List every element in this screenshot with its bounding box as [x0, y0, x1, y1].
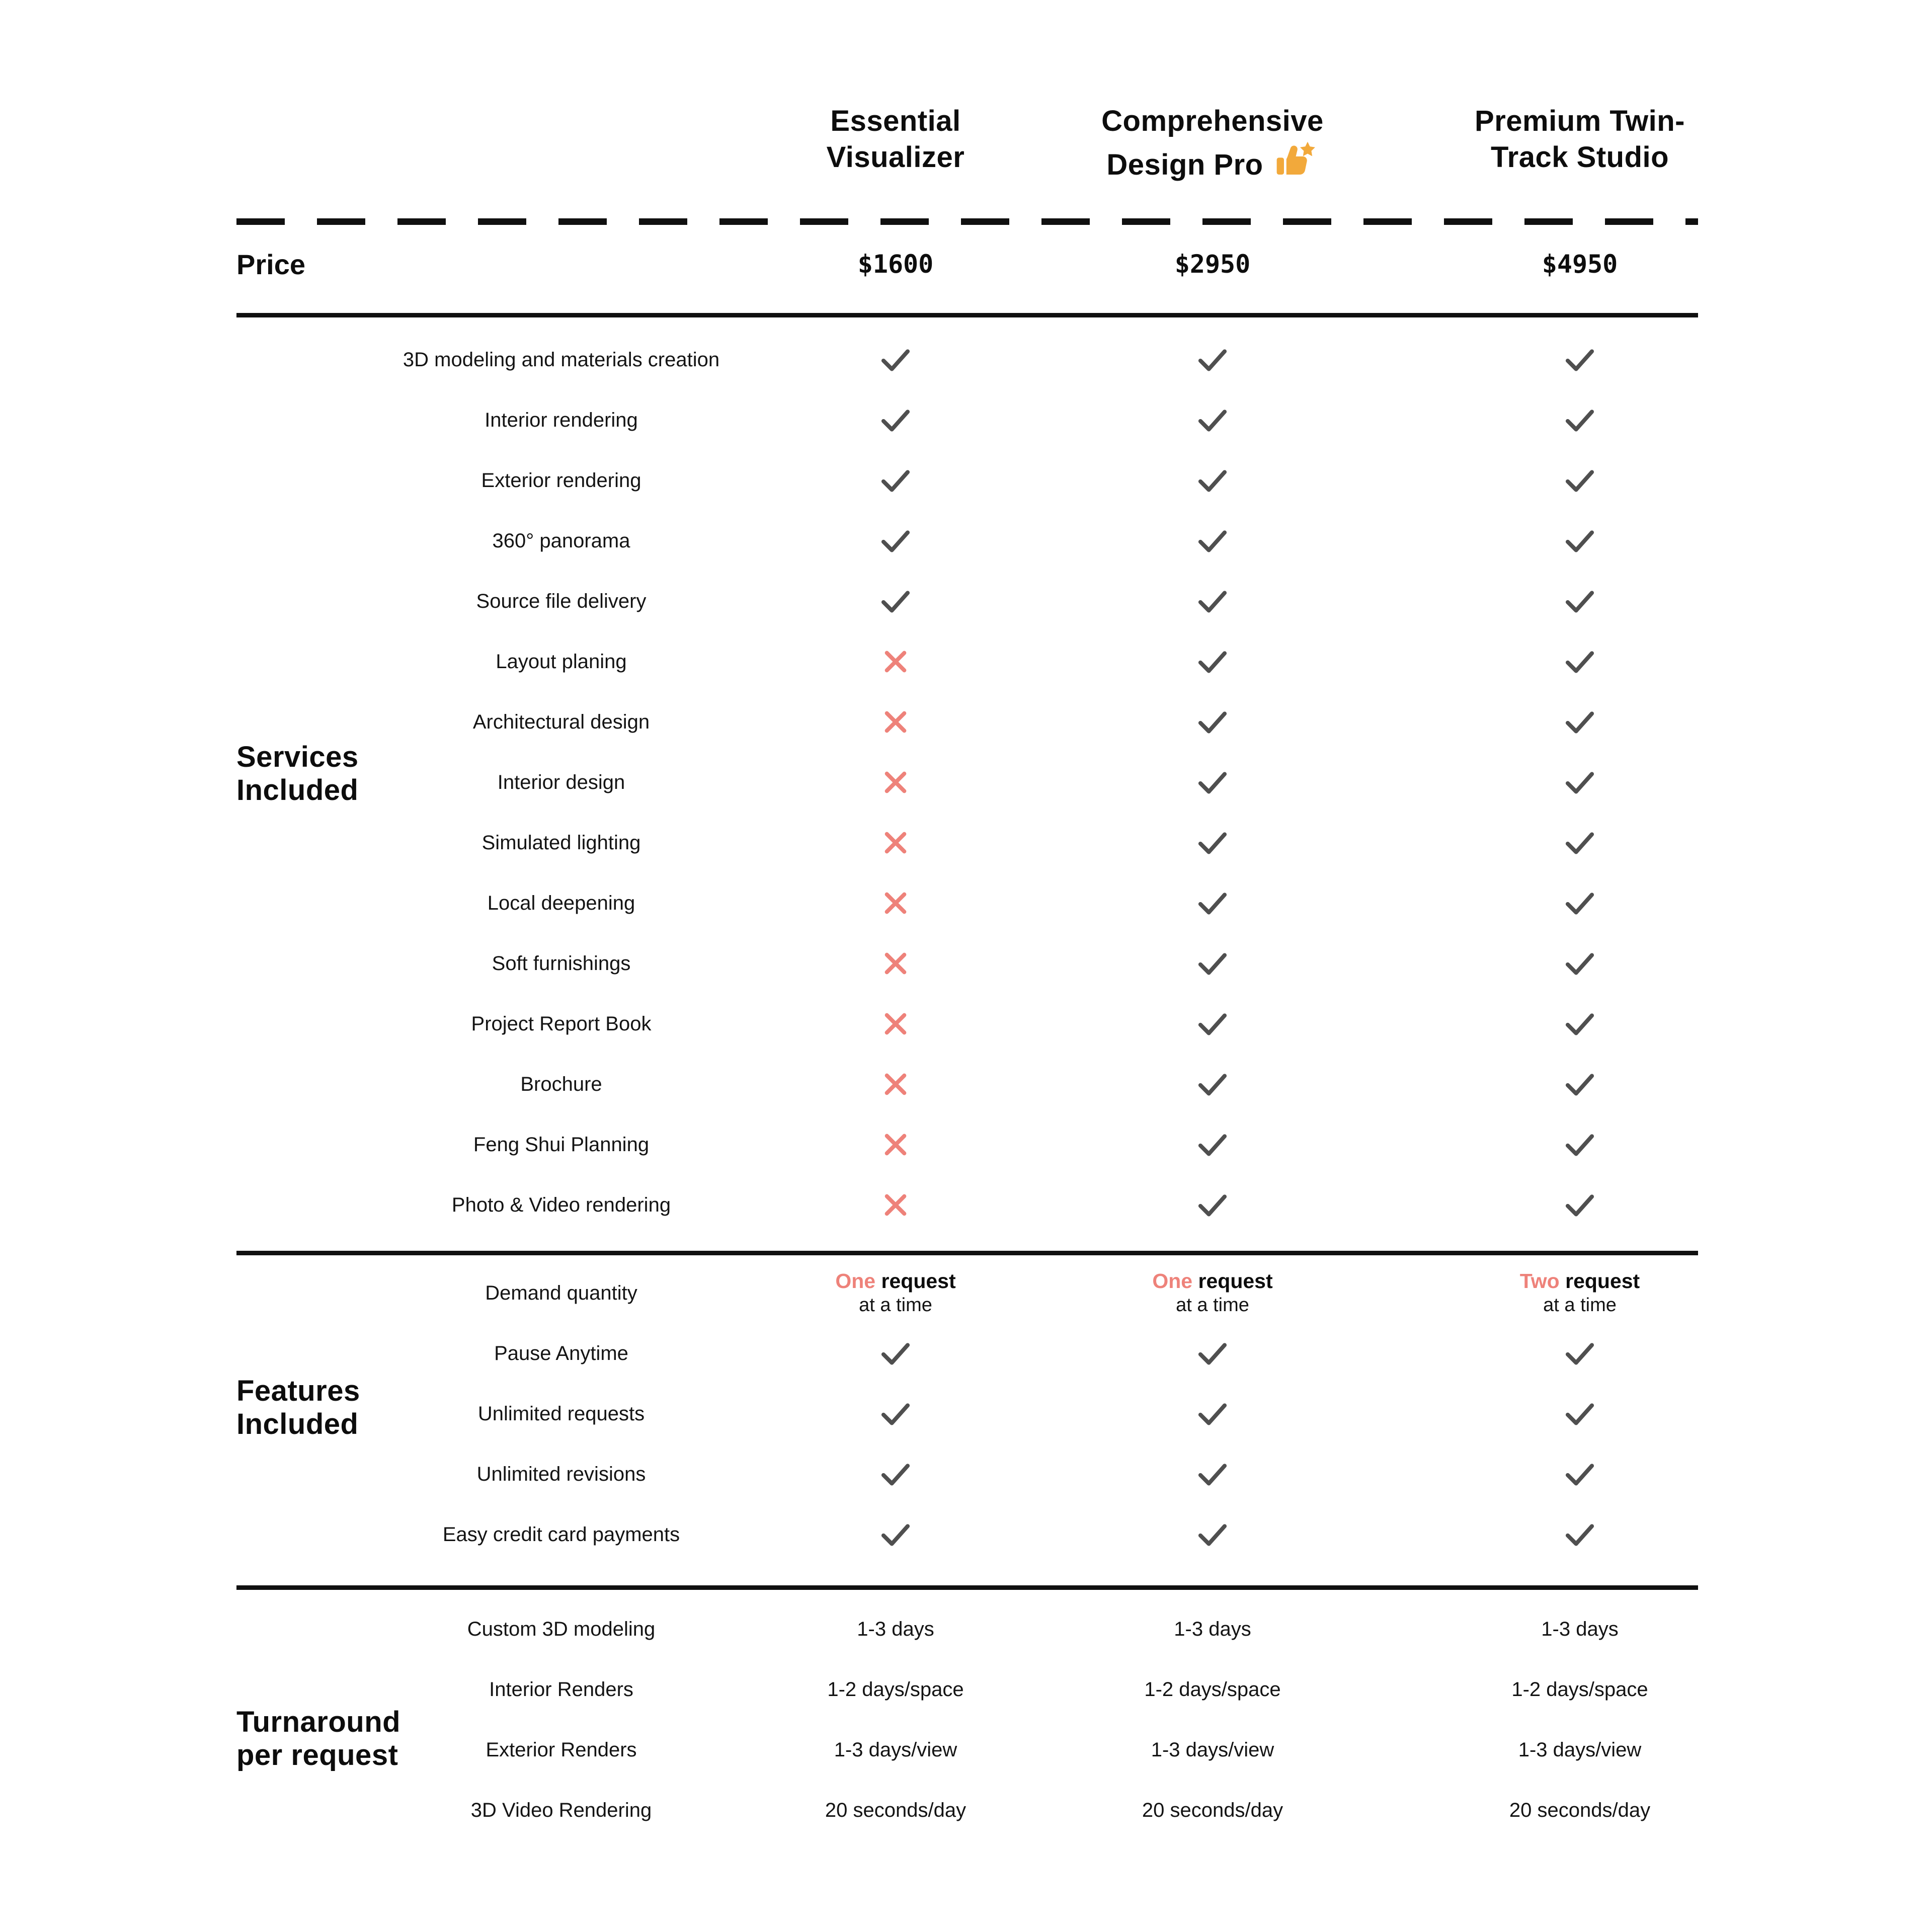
status-icon [782, 522, 1009, 559]
turnaround-label: Custom 3D modeling [467, 1618, 656, 1640]
status-icon [782, 1068, 1009, 1100]
status-icon [1009, 824, 1416, 861]
plan-title-line: Premium Twin- [1475, 105, 1685, 137]
status-icon [1009, 522, 1416, 559]
demand-quantity-value [782, 1269, 1009, 1317]
turnaround-label: 3D Video Rendering [470, 1799, 652, 1821]
status-icon [1416, 341, 1743, 378]
status-icon [782, 583, 1009, 620]
status-icon [1009, 1335, 1416, 1372]
status-icon [1009, 583, 1416, 620]
turnaround-value: 1-3 days/view [1151, 1738, 1274, 1761]
status-icon [1416, 1335, 1743, 1372]
turnaround-value: 1-2 days/space [1511, 1678, 1648, 1701]
status-icon [1416, 945, 1743, 982]
table-row [0, 450, 1932, 511]
thumbs-up-star-icon [1272, 139, 1319, 186]
plan-title-premium-twin-track-studio [1416, 103, 1743, 186]
service-label: 3D modeling and materials creation [403, 348, 720, 371]
service-label: Feng Shui Planning [473, 1133, 650, 1156]
turnaround-value: 1-2 days/space [1144, 1678, 1281, 1701]
price-row-label: Price [236, 248, 305, 280]
table-row [0, 933, 1932, 994]
features-rows [0, 1263, 1932, 1565]
services-rows [0, 330, 1932, 1235]
status-icon [1416, 401, 1743, 439]
status-icon [782, 1189, 1009, 1221]
quantity-highlight: One [835, 1269, 876, 1293]
plan-title-line [1009, 139, 1416, 186]
section-label-line: Included [236, 1408, 359, 1440]
table-row [0, 1720, 1932, 1780]
status-icon [1416, 1066, 1743, 1103]
status-icon [1416, 583, 1743, 620]
status-icon [782, 1395, 1009, 1432]
turnaround-value: 20 seconds/day [825, 1799, 967, 1821]
turnaround-value: 1-3 days [1174, 1618, 1251, 1640]
status-icon [1416, 1516, 1743, 1553]
service-label: Local deepening [487, 892, 635, 914]
status-icon [1009, 462, 1416, 499]
status-icon [782, 766, 1009, 798]
service-label: Architectural design [472, 710, 650, 733]
table-row [0, 1444, 1932, 1504]
status-icon [782, 706, 1009, 738]
turnaround-value: 1-3 days [1541, 1618, 1619, 1640]
feature-label: Unlimited revisions [476, 1463, 646, 1485]
status-icon [782, 1129, 1009, 1161]
plan-title-line: Visualizer [826, 141, 965, 174]
status-icon [782, 462, 1009, 499]
status-icon [1416, 462, 1743, 499]
turnaround-value: 20 seconds/day [1509, 1799, 1651, 1821]
table-row [0, 692, 1932, 752]
status-icon [1009, 1186, 1416, 1224]
turnaround-label: Interior Renders [489, 1678, 633, 1701]
status-icon [1416, 1186, 1743, 1224]
plan-title-essential-visualizer [782, 103, 1009, 186]
status-icon [782, 646, 1009, 678]
quantity-noun: request [881, 1269, 956, 1293]
service-label: Soft furnishings [492, 952, 631, 975]
section-label-line: Included [236, 774, 359, 807]
feature-label: Pause Anytime [494, 1342, 628, 1364]
table-row [0, 813, 1932, 873]
status-icon [1416, 824, 1743, 861]
quantity-noun: request [1198, 1269, 1273, 1293]
status-icon [782, 947, 1009, 980]
status-icon [782, 827, 1009, 859]
service-label: Simulated lighting [481, 831, 641, 854]
turnaround-rows [0, 1599, 1932, 1840]
turnaround-label: Exterior Renders [486, 1738, 637, 1761]
plan-title-line: Essential [830, 105, 961, 137]
section-divider [236, 313, 1698, 317]
status-icon [1416, 643, 1743, 680]
turnaround-value: 20 seconds/day [1142, 1799, 1283, 1821]
service-label: Brochure [520, 1073, 602, 1095]
table-row [0, 1504, 1932, 1565]
table-row [0, 994, 1932, 1054]
section-label-line: Features [236, 1375, 360, 1407]
table-row [0, 1054, 1932, 1114]
status-icon [782, 341, 1009, 378]
service-label: Source file delivery [476, 590, 647, 612]
status-icon [1416, 1126, 1743, 1163]
service-label: Interior rendering [485, 409, 638, 431]
feature-label: Unlimited requests [477, 1402, 645, 1425]
price-value: $4950 [1542, 250, 1618, 279]
status-icon [1416, 522, 1743, 559]
section-label-line: per request [236, 1739, 398, 1772]
table-row [0, 1780, 1932, 1840]
feature-label: Demand quantity [485, 1281, 637, 1304]
table-row [0, 511, 1932, 571]
plan-title-line: Track Studio [1490, 141, 1669, 174]
quantity-highlight: Two [1519, 1269, 1560, 1293]
quantity-highlight: One [1152, 1269, 1193, 1293]
turnaround-value: 1-3 days [857, 1618, 934, 1640]
table-row [0, 1175, 1932, 1235]
demand-quantity-value [1416, 1269, 1743, 1317]
plan-title-comprehensive-design-pro [1009, 103, 1416, 186]
table-row [0, 1263, 1932, 1323]
status-icon [782, 1335, 1009, 1372]
status-icon [1009, 1516, 1416, 1553]
status-icon [1416, 703, 1743, 741]
quantity-sub: at a time [859, 1295, 932, 1316]
table-row [0, 1323, 1932, 1384]
turnaround-value: 1-3 days/view [834, 1738, 957, 1761]
service-label: Photo & Video rendering [451, 1193, 671, 1216]
status-icon [1009, 1126, 1416, 1163]
service-label: Exterior rendering [481, 469, 641, 492]
service-label: Layout planing [496, 650, 627, 673]
status-icon [1416, 764, 1743, 801]
quantity-noun: request [1565, 1269, 1640, 1293]
section-label-line: Turnaround [236, 1706, 401, 1738]
status-icon [1009, 1066, 1416, 1103]
status-icon [1009, 703, 1416, 741]
status-icon [1009, 643, 1416, 680]
feature-label: Easy credit card payments [442, 1523, 680, 1546]
status-icon [782, 1516, 1009, 1553]
service-label: Project Report Book [471, 1012, 652, 1035]
turnaround-value: 1-2 days/space [827, 1678, 964, 1701]
status-icon [1009, 1456, 1416, 1493]
status-icon [1416, 1456, 1743, 1493]
dashed-divider [236, 218, 1698, 225]
quantity-sub: at a time [1176, 1295, 1249, 1316]
table-row [0, 1599, 1932, 1659]
status-icon [1416, 884, 1743, 922]
price-value: $1600 [857, 250, 934, 279]
table-row [0, 752, 1932, 813]
status-icon [782, 887, 1009, 919]
status-icon [1009, 1395, 1416, 1432]
table-row [0, 1114, 1932, 1175]
status-icon [1416, 1005, 1743, 1042]
quantity-sub: at a time [1543, 1295, 1617, 1316]
price-value: $2950 [1174, 250, 1251, 279]
table-row [0, 330, 1932, 390]
table-row [0, 1659, 1932, 1720]
status-icon [1009, 945, 1416, 982]
status-icon [782, 1008, 1009, 1040]
table-row [0, 631, 1932, 692]
status-icon [782, 1456, 1009, 1493]
status-icon [1009, 1005, 1416, 1042]
table-row [0, 390, 1932, 450]
table-row [0, 873, 1932, 933]
service-label: 360° panorama [492, 529, 630, 552]
plan-header-row [0, 103, 1932, 186]
status-icon [1009, 764, 1416, 801]
service-label: Interior design [497, 771, 625, 793]
plan-title-text: Design Pro [1106, 148, 1263, 181]
status-icon [1009, 884, 1416, 922]
section-divider [236, 1251, 1698, 1255]
status-icon [1009, 401, 1416, 439]
table-row [0, 571, 1932, 631]
section-divider [236, 1585, 1698, 1590]
turnaround-value: 1-3 days/view [1518, 1738, 1642, 1761]
status-icon [782, 401, 1009, 439]
table-row [0, 1384, 1932, 1444]
plan-title-line: Comprehensive [1101, 105, 1324, 137]
demand-quantity-value [1009, 1269, 1416, 1317]
status-icon [1009, 341, 1416, 378]
section-label-line: Services [236, 741, 359, 773]
status-icon [1416, 1395, 1743, 1432]
price-row [0, 236, 1932, 292]
